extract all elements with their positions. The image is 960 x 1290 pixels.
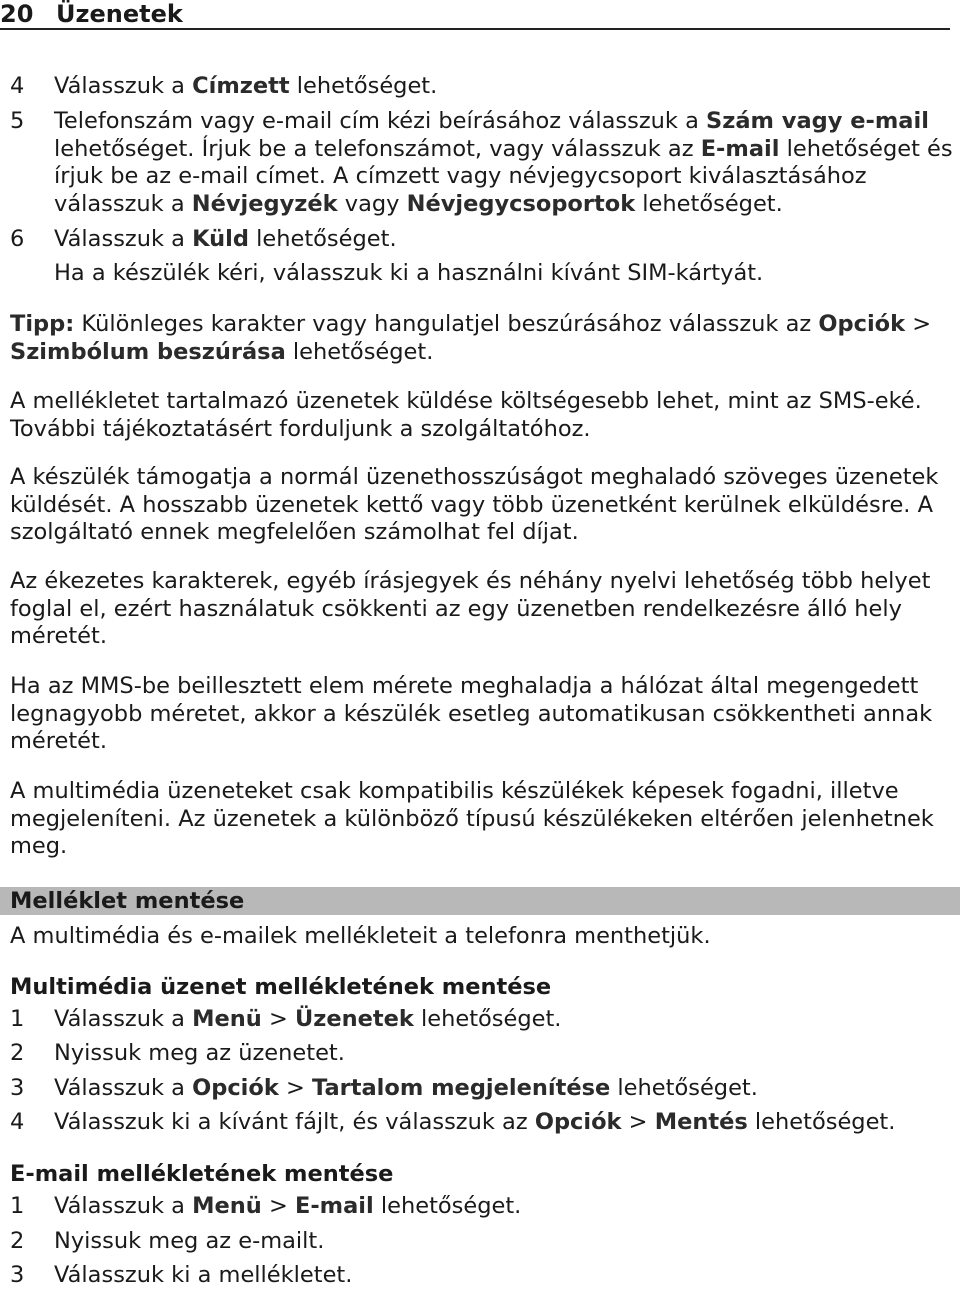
- paragraph: Az ékezetes karakterek, egyéb írásjegyek és néhány nyelvi lehetőség több helyet foglal el, ezért használatuk csökkenti az egy üzenetben rendelkezésre álló hely méretét.: [10, 568, 931, 649]
- step-number: 6: [10, 226, 25, 252]
- paragraph: Ha az MMS-be beillesztett elem mérete meghaladja a hálózat által megengedett legnagyobb méretet, akkor a készülék esetleg automatikusan csökkentheti annak méretét.: [10, 673, 933, 754]
- step-item: [10, 108, 955, 218]
- step-number: 1: [10, 1193, 25, 1219]
- subsection-heading: E-mail mellékletének mentése: [10, 1161, 394, 1187]
- section-intro: A multimédia és e-mailek mellékleteit a telefonra menthetjük.: [10, 923, 711, 949]
- paragraph: A multimédia üzeneteket csak kompatibilis készülékek képesek fogadni, illetve megjeleníteni. Az üzenetek a különböző típusú készülékeken eltérően jelenhetnek meg.: [10, 778, 934, 859]
- step-item: [10, 226, 955, 287]
- step-item: [10, 1109, 955, 1137]
- step-text: Válasszuk a Címzett lehetőséget.: [54, 73, 438, 99]
- step-text: Válasszuk ki a kívánt fájlt, és válasszuk az Opciók > Mentés lehetőséget.: [54, 1109, 896, 1135]
- tip-label: Tipp:: [10, 311, 75, 337]
- step-number: 3: [10, 1075, 25, 1101]
- step-item: [10, 1040, 955, 1068]
- step-number: 3: [10, 1262, 25, 1288]
- step-item: [10, 1262, 955, 1290]
- step-number: 1: [10, 1006, 25, 1032]
- step-item: [10, 73, 955, 101]
- section-heading: Melléklet mentése: [0, 887, 960, 915]
- step-text: Nyissuk meg az e-mailt.: [54, 1228, 325, 1254]
- step-text: Válasszuk a Küld lehetőséget.: [54, 226, 397, 252]
- step-text: Válasszuk ki a mellékletet.: [54, 1262, 353, 1288]
- step-item: [10, 1006, 955, 1034]
- paragraph: A mellékletet tartalmazó üzenetek küldése költségesebb lehet, mint az SMS-eké. További tájékoztatásért forduljunk a szolgáltatóhoz.: [10, 388, 922, 442]
- step-item: [10, 1075, 955, 1103]
- step-number: 5: [10, 108, 25, 134]
- step-text: Válasszuk a Menü > E-mail lehetőséget.: [54, 1193, 522, 1219]
- step-number: 4: [10, 73, 25, 99]
- step-text: Telefonszám vagy e-mail cím kézi beírásához válasszuk a Szám vagy e-mail lehetőséget. Írjuk be a telefonszámot, vagy válasszuk az E-mail lehetőséget és írjuk be az e-mail címet. A címzett vagy névjegycsoport kiválasztásához válasszuk a Névjegyzék vagy Névjegycsoportok lehetőséget.: [54, 108, 953, 217]
- step-note: Ha a készülék kéri, válasszuk ki a használni kívánt SIM-kártyát.: [54, 259, 764, 286]
- paragraph: A készülék támogatja a normál üzenethosszúságot meghaladó szöveges üzenetek küldését. A hosszabb üzenetek kettő vagy több üzenetként kerülnek elküldésre. A szolgáltató ennek megfelelően számolhat fel díjat.: [10, 464, 939, 545]
- step-number: 2: [10, 1040, 25, 1066]
- step-item: [10, 1193, 955, 1221]
- page-number: 20: [0, 0, 34, 28]
- step-text: Válasszuk a Opciók > Tartalom megjelenítése lehetőséget.: [54, 1075, 758, 1101]
- step-number: 4: [10, 1109, 25, 1135]
- page-title: Üzenetek: [56, 0, 183, 28]
- tip: Tipp: Különleges karakter vagy hangulatjel beszúrásához válasszuk az Opciók > Szimbólum beszúrása lehetőséget.: [10, 311, 932, 365]
- step-text: Válasszuk a Menü > Üzenetek lehetőséget.: [54, 1006, 562, 1032]
- step-number: 2: [10, 1228, 25, 1254]
- step-text: Nyissuk meg az üzenetet.: [54, 1040, 345, 1066]
- step-item: [10, 1228, 955, 1256]
- page-header: [0, 0, 950, 30]
- subsection-heading: Multimédia üzenet mellékletének mentése: [10, 974, 552, 1000]
